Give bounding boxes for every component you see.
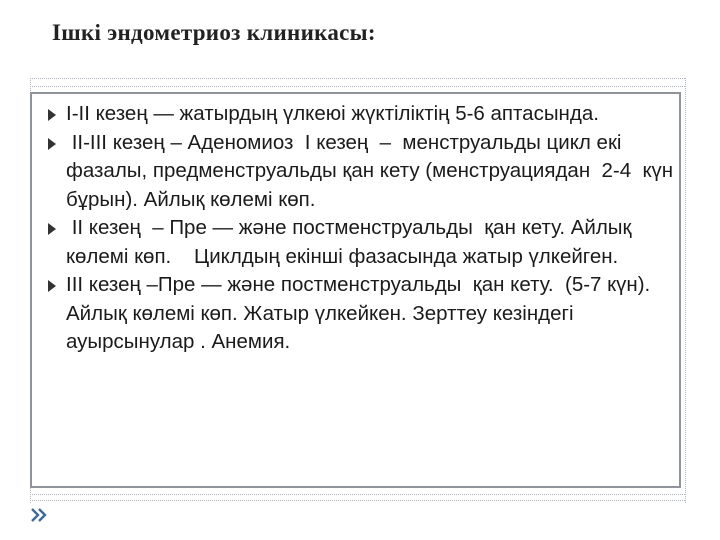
triangle-arrow-icon	[48, 223, 56, 235]
triangle-arrow-icon	[48, 109, 56, 121]
slide-title: Ішкі эндометриоз клиникасы:	[52, 20, 376, 45]
bullet-text: II кезең – Пре — және постменструальды қан кету. Айлық көлемі көп. Циклдың екінші фазасында жатыр үлкейген.	[66, 216, 638, 268]
list-item	[38, 271, 678, 357]
list-item	[38, 129, 678, 215]
bullet-text: I-II кезең — жатырдың үлкеюі жүктіліктің 5-6 аптасында.	[66, 102, 599, 125]
list-item	[38, 100, 678, 129]
triangle-arrow-icon	[48, 138, 56, 150]
list-item	[38, 214, 678, 271]
bullet-text: III кезең –Пре — және постменструальды қан кету. (5-7 күн). Айлық көлемі көп. Жатыр үлкейкен. Зерттеу кезіндегі ауырсынулар . Анемия.	[66, 273, 656, 353]
triangle-arrow-icon	[48, 280, 56, 292]
right-dotted-rule	[685, 78, 686, 503]
bullet-list	[38, 100, 678, 357]
bottom-dotted-divider	[30, 494, 685, 495]
bottom-dotted-divider-2	[30, 500, 685, 501]
top-dotted-divider	[30, 78, 685, 79]
double-chevron-right-icon[interactable]	[30, 507, 48, 523]
bullet-text: II-III кезең – Аденомиоз I кезең – менструальды цикл екі фазалы, предменструальды қан кету (менструациядан 2-4 күн бұрын). Айлық көлемі көп.	[66, 130, 679, 211]
top-dotted-divider-2	[30, 86, 685, 87]
